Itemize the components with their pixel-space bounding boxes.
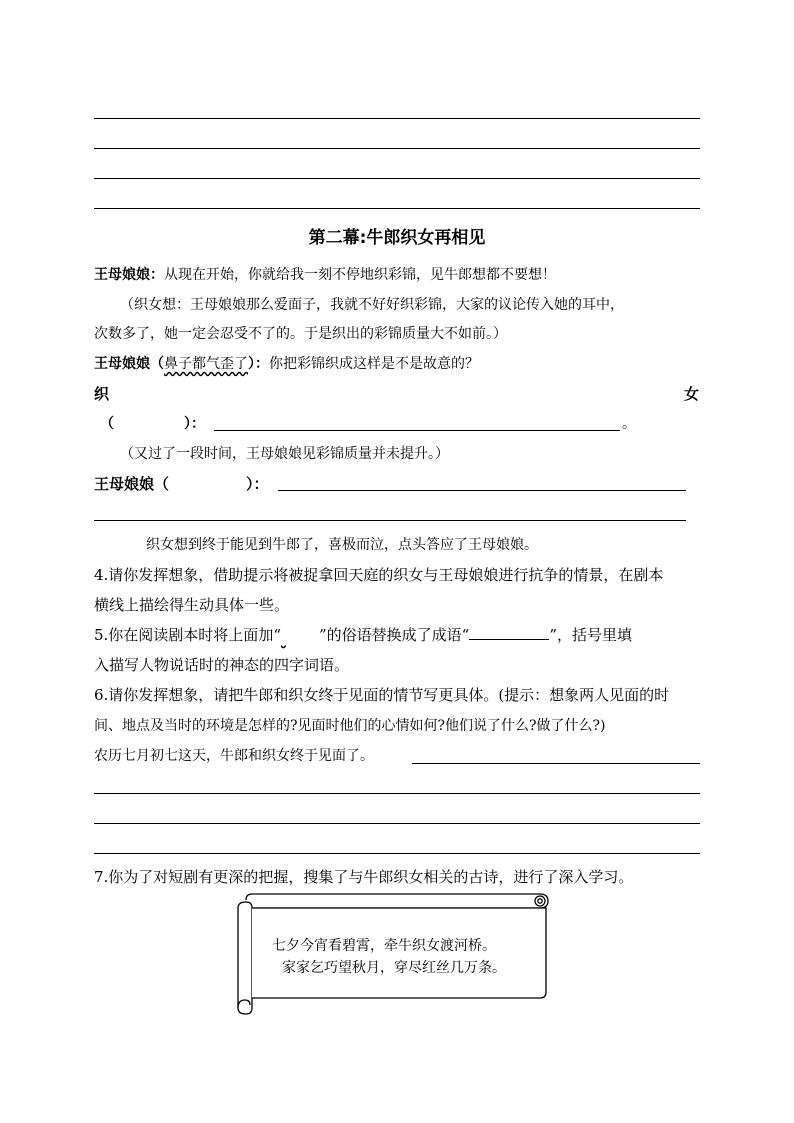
aside-3: 织女想到终于能见到牛郎了，喜极而泣，点头答应了王母娘娘。 — [146, 537, 538, 553]
answer-blank-idiom[interactable] — [469, 625, 549, 640]
poem-scroll — [234, 892, 554, 1016]
question-5-line-2: 入描写人物说话时的神态的四字词语。 — [94, 656, 350, 674]
poem-line-1: 七夕今宵看碧霄，牵牛织女渡河桥。 — [272, 938, 496, 954]
speaker-queen: 王母娘娘（ — [94, 356, 164, 372]
question-5-wavy-mark — [281, 625, 319, 645]
question-4-line-2: 横线上描绘得生动具体一些。 — [94, 596, 290, 614]
question-5-mid: ”的俗语替换成了成语“ — [318, 626, 470, 644]
script-line-1 — [94, 265, 556, 285]
answer-blank-queen[interactable] — [278, 490, 686, 491]
line-end-period: 。 — [622, 416, 636, 432]
answer-blank-q6-4[interactable] — [94, 853, 700, 854]
script-line-2-text: 你把彩锦织成这样是不是故意的？ — [269, 356, 479, 372]
question-5-line-1 — [94, 625, 632, 645]
script-line-2 — [94, 354, 479, 374]
aside-1-line-1: （织女想：王母娘娘那么爱面子，我就不好好织彩锦，大家的议论传入她的耳中， — [120, 297, 624, 313]
answer-blank-queen-2[interactable] — [94, 520, 686, 521]
answer-line-top-3 — [94, 178, 700, 179]
question-6-line-2: 间、地点及当时的环境是怎样的?见面时他们的心情如何?他们说了什么?做了什么?) — [94, 718, 606, 734]
poem-line-2: 家家乞巧望秋月，穿尽红丝几万条。 — [282, 960, 506, 976]
speaker-weaver-char-2: 女 — [684, 385, 700, 403]
answer-blank-q6-2[interactable] — [94, 793, 700, 794]
speaker-weaver-char-1: 织 — [94, 385, 110, 403]
blank-close-paren: ）： — [184, 416, 205, 432]
answer-line-top-4 — [94, 208, 700, 209]
wavy-phrase: 鼻子都气歪了 — [164, 356, 248, 372]
question-6-line-1: 6.请你发挥想象，请把牛郎和织女终于见面的情节写更具体。(提示：想象两人见面的时 — [94, 686, 670, 704]
section-title: 第二幕:牛郎织女再相见 — [308, 228, 486, 248]
aside-2: （又过了一段时间，王母娘娘见彩锦质量并未提升。） — [120, 446, 449, 462]
speaker-queen: 王母娘娘： — [94, 267, 164, 283]
answer-line-top-2 — [94, 148, 700, 149]
blank-open-paren: （ — [100, 416, 114, 432]
question-4-line-1: 4.请你发挥想象，借助提示将被捉拿回天庭的织女与王母娘娘进行抗争的情景，在剧本 — [94, 566, 664, 584]
question-5-prefix: 5.你在阅读剧本时将上面加“ — [94, 626, 281, 644]
question-6-line-3: 农历七月初七这天，牛郎和织女终于见面了。 — [94, 748, 374, 764]
speaker-close-paren: ）： — [248, 356, 269, 372]
answer-blank-weaver[interactable] — [214, 430, 620, 431]
answer-blank-q6-3[interactable] — [94, 823, 700, 824]
speaker-queen-open: 王母娘娘（ — [94, 475, 170, 493]
script-line-1-text: 从现在开始，你就给我一刻不停地织彩锦，见牛郎想都不要想！ — [164, 267, 556, 283]
question-5-suffix: ”，括号里填 — [549, 626, 632, 644]
question-7: 7.你为了对短剧有更深的把握，搜集了与牛郎织女相关的古诗，进行了深入学习。 — [94, 868, 634, 886]
aside-1-line-2: 次数多了，她一定会忍受不了的。于是织出的彩锦质量大不如前。） — [94, 326, 507, 342]
answer-line-top-1 — [94, 118, 700, 119]
speaker-queen-close: ）： — [246, 475, 269, 493]
answer-blank-q6-1[interactable] — [412, 763, 700, 764]
